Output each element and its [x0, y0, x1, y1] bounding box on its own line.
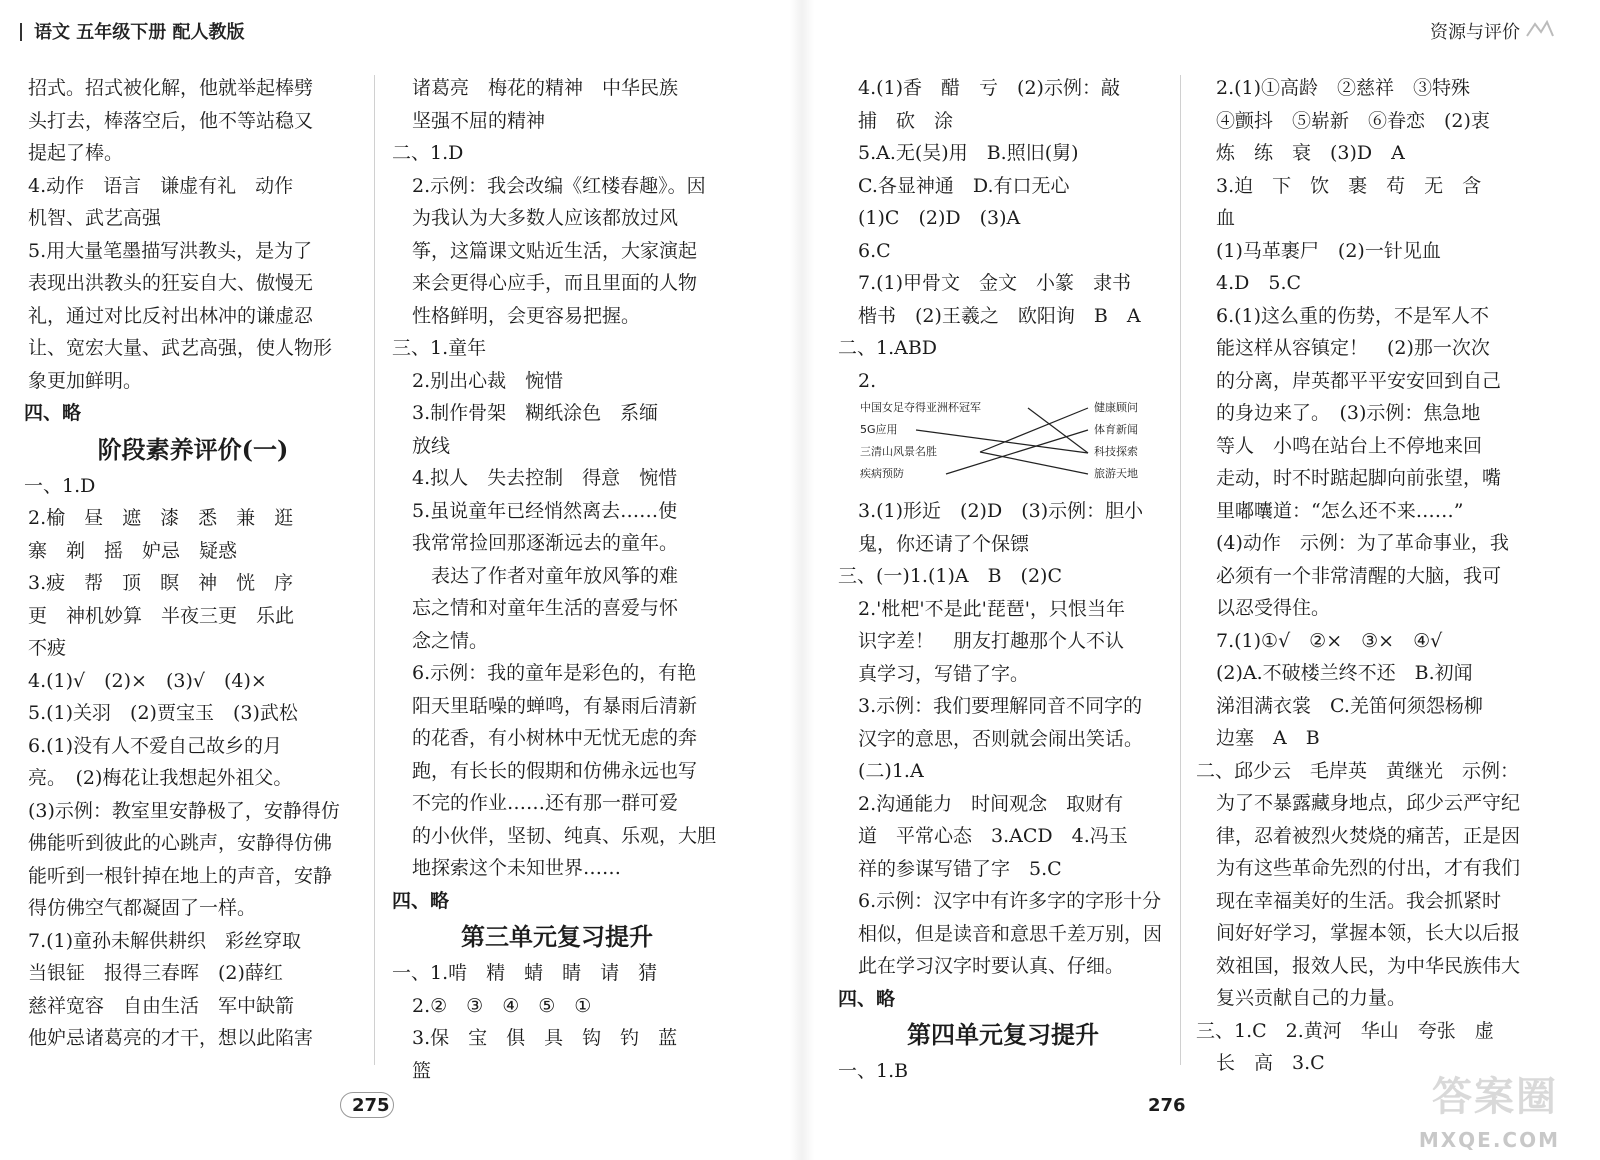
answer-line: 道 平常心态 3.ACD 4.冯玉 — [858, 825, 1128, 847]
column-2 — [392, 72, 722, 1087]
answer-line: 复兴贡献自己的力量。 — [1216, 987, 1407, 1009]
answer-line: 以忍受得住。 — [1216, 597, 1331, 619]
header-left-title: 语文 五年级下册 配人教版 — [20, 18, 245, 44]
answer-line: 3.疲 帮 顶 瞑 神 恍 序 — [28, 572, 294, 594]
answer-line: 涕泪满衣裳 C.羌笛何须怨杨柳 — [1216, 694, 1483, 717]
answer-line: 坚强不屈的精神 — [412, 109, 546, 132]
match-right-item: 健康顾问 — [1094, 401, 1138, 414]
match-left-item: 中国女足夺得亚洲杯冠军 — [860, 401, 981, 414]
answer-line: 3.(1)形近 (2)D (3)示例：胆小 — [858, 500, 1144, 522]
answer-line: 我常常捡回那逐渐远去的童年。 — [412, 532, 679, 554]
answer-line: 捕 砍 涂 — [858, 109, 954, 132]
answer-line: 3.示例：我们要理解同音不同字的 — [858, 695, 1143, 717]
answer-line: 5.(1)关羽 (2)贾宝玉 (3)武松 — [28, 702, 298, 724]
answer-line: 为有这些革命先烈的付出，才有我们 — [1216, 857, 1521, 879]
answer-line: 篮 — [412, 1059, 432, 1082]
answer-line: 不完的作业……还有那一群可爱 — [412, 792, 679, 814]
answer-line: 3.迫 下 饮 裹 苟 无 含 — [1216, 174, 1482, 197]
answer-line: 律，忍着被烈火焚烧的痛苦，正是因 — [1216, 824, 1521, 847]
column-divider — [1180, 75, 1181, 1065]
match-left-item: 5G应用 — [860, 423, 898, 436]
answer-line: 性格鲜明，会更容易把握。 — [412, 304, 641, 327]
answer-line: 4.(1)√ (2)× (3)√ (4)× — [28, 669, 267, 692]
answer-line: 2.示例：我会改编《红楼春趣》。因 — [412, 174, 706, 197]
answer-line: 2. — [858, 369, 877, 392]
answer-line: 他妒忌诸葛亮的才干，想以此陷害 — [28, 1027, 314, 1049]
answer-line: 的分离，岸英都平平安安回到自己 — [1216, 369, 1502, 392]
answer-line: 楷书 (2)王羲之 欧阳询 B A — [858, 304, 1141, 327]
answer-line: 诸葛亮 梅花的精神 中华民族 — [412, 77, 679, 99]
answer-line: 5.A.无(吴)用 B.照旧(舅) — [858, 142, 1079, 164]
answer-line: 走动，时不时踮起脚向前张望，嘴 — [1216, 467, 1502, 489]
answer-line: 忘之情和对童年生活的喜爱与怀 — [412, 597, 679, 619]
answer-line: 3.制作骨架 糊纸涂色 系缅 — [412, 402, 659, 424]
answer-line: 2.(1)①高龄 ②慈祥 ③特殊 — [1216, 77, 1471, 99]
answer-line: 血 — [1216, 207, 1236, 229]
answer-line: 筝，这篇课文贴近生活，大家演起 — [412, 239, 698, 262]
answer-line: 等人 小鸣在站台上不停地来回 — [1216, 434, 1483, 457]
section-heading: 四、略 — [392, 889, 450, 912]
section-heading: 四、略 — [24, 402, 82, 424]
answer-line: 6.(1)这么重的伤势，不是军人不 — [1216, 304, 1490, 327]
answer-line: 炼 练 衰 (3)D A — [1216, 142, 1405, 164]
answer-line: 不疲 — [28, 637, 67, 659]
answer-line: 7.(1)①√ ②× ③× ④√ — [1216, 629, 1443, 652]
answer-line: 汉字的意思，否则就会闹出笑话。 — [858, 727, 1144, 750]
answer-line: 能这样从容镇定！ (2)那一次次 — [1216, 337, 1490, 359]
answer-line: 二、1.D — [392, 142, 464, 164]
column-1 — [24, 72, 358, 1055]
answer-line: 放线 — [412, 434, 451, 457]
match-right-item: 旅游天地 — [1094, 467, 1138, 480]
answer-line: 来会更得心应手，而且里面的人物 — [412, 272, 698, 294]
match-left-item: 三清山风景名胜 — [860, 445, 937, 458]
answer-line: 三、1.C 2.黄河 华山 夸张 虚 — [1196, 1019, 1494, 1042]
answer-line: (1)C (2)D (3)A — [858, 207, 1021, 229]
watermark-logo: 答案圈 — [1432, 1074, 1558, 1120]
answer-line: 为了不暴露藏身地点，邱少云严守纪 — [1216, 792, 1521, 814]
answer-line: 提起了棒。 — [28, 142, 124, 164]
match-right-item: 体育新闻 — [1094, 423, 1138, 436]
answer-line: 二、1.ABD — [838, 337, 938, 359]
section-heading: 四、略 — [838, 987, 896, 1010]
answer-line: 的花香，有小树林中无忧无虑的奔 — [412, 727, 698, 749]
section-title: 第四单元复习提升 — [907, 1020, 1099, 1049]
answer-line: 必须有一个非常清醒的大脑，我可 — [1216, 564, 1502, 587]
answer-line: (二)1.A — [858, 760, 924, 782]
answer-line: 更 神机妙算 半夜三更 乐此 — [28, 604, 295, 627]
answer-line: (2)A.不破楼兰终不还 B.初闻 — [1216, 662, 1473, 684]
answer-line: 寨 剃 摇 妒忌 疑惑 — [28, 539, 238, 562]
answer-line: 得仿佛空气都凝固了一样。 — [28, 897, 257, 919]
answer-line: 的身边来了。 (3)示例：焦急地 — [1216, 402, 1481, 424]
answer-line: 3.保 宝 俱 具 钩 钓 蓝 — [412, 1027, 678, 1049]
answer-line: 6.示例：汉字中有许多字的字形十分 — [858, 890, 1162, 912]
column-3 — [838, 72, 1168, 1088]
match-right-item: 科技探索 — [1094, 445, 1138, 458]
match-left-item: 疾病预防 — [860, 467, 904, 480]
page-number-right: 276 — [1148, 1095, 1186, 1116]
answer-line: 真学习，写错了字。 — [858, 662, 1030, 685]
watermark-url: MXQE.COM — [1418, 1128, 1560, 1152]
answer-line: 6.(1)没有人不爱自己故乡的月 — [28, 734, 283, 757]
section-title: 阶段素养评价(一) — [97, 434, 289, 464]
answer-line: 鬼，你还请了个保镖 — [858, 532, 1030, 555]
header-logo-icon — [1525, 20, 1555, 38]
answer-line: C.各显神通 D.有口无心 — [858, 174, 1070, 197]
answer-line: 边塞 A B — [1216, 727, 1320, 749]
column-divider — [374, 75, 375, 1065]
answer-line: 2.榆 昼 遮 漆 悉 兼 逛 — [28, 507, 294, 529]
answer-line: 让、宽宏大量、武艺高强，使人物形 — [28, 337, 333, 359]
answer-line: 念之情。 — [412, 629, 489, 652]
answer-line: (1)马革裹尸 (2)一针见血 — [1216, 239, 1441, 262]
answer-line: (4)动作 示例：为了革命事业，我 — [1216, 532, 1509, 554]
answer-line: 6.示例：我的童年是彩色的，有艳 — [412, 662, 697, 684]
answer-line: 长 高 3.C — [1216, 1052, 1325, 1074]
matching-diagram — [858, 399, 1178, 491]
answer-line: 招式。招式被化解，他就举起棒劈 — [28, 77, 314, 99]
answer-line: 相似，但是读音和意思千差万别，因 — [858, 922, 1163, 945]
column-4 — [1196, 72, 1526, 1080]
answer-line: 6.C — [858, 239, 891, 262]
answer-line: ④颤抖 ⑤崭新 ⑥眷恋 (2)衷 — [1216, 109, 1490, 132]
answer-line: 能听到一根针掉在地上的声音，安静 — [28, 864, 333, 887]
answer-line: 一、1.啃 精 蜻 睛 请 猜 — [392, 962, 658, 984]
answer-line: 里嘟囔道：“怎么还不来……” — [1216, 499, 1464, 522]
answer-line: 礼，通过对比反衬出林冲的谦虚忍 — [28, 304, 314, 327]
answer-line: 2.'枇杷'不是此'琵琶'，只恨当年 — [858, 597, 1126, 620]
section-title: 第三单元复习提升 — [461, 922, 653, 951]
answer-line: 7.(1)童孙未解供耕织 彩丝穿取 — [28, 929, 302, 952]
answer-line: 识字差！ 朋友打趣那个人不认 — [858, 630, 1125, 652]
answer-line: 的小伙伴，坚韧、纯真、乐观，大胆 — [412, 824, 717, 847]
answer-line: 阳天里聒噪的蝉鸣，有暴雨后清新 — [412, 694, 698, 717]
answer-line: 此在学习汉字时要认真、仔细。 — [858, 955, 1125, 977]
page-number-left: 275 — [352, 1095, 390, 1116]
answer-line: 4.(1)香 醋 亏 (2)示例：敲 — [858, 77, 1120, 99]
answer-line: 表现出洪教头的狂妄自大、傲慢无 — [28, 272, 314, 294]
answer-line: 当银钲 报得三春晖 (2)薛红 — [28, 962, 283, 984]
answer-line: 地探索这个未知世界…… — [412, 857, 622, 879]
answer-line: 一、1.B — [838, 1060, 909, 1082]
answer-line: 亮。 (2)梅花让我想起外祖父。 — [28, 767, 293, 789]
answer-line: 三、(一)1.(1)A B (2)C — [838, 565, 1063, 587]
answer-line: 为我认为大多数人应该都放过风 — [412, 207, 679, 229]
answer-line: 5.虽说童年已经悄然离去……使 — [412, 499, 678, 522]
answer-line: 2.沟通能力 时间观念 取财有 — [858, 792, 1124, 815]
answer-line: 效祖国，报效人民，为中华民族伟大 — [1216, 954, 1521, 977]
answer-line: 二、邱少云 毛岸英 黄继光 示例： — [1196, 759, 1520, 782]
answer-line: 三、1.童年 — [392, 337, 487, 359]
answer-line: (3)示例：教室里安静极了，安静得仿 — [28, 799, 340, 822]
answer-line: 祥的参谋写错了字 5.C — [858, 857, 1062, 880]
answer-line: 间好好学习，掌握本领，长大以后报 — [1216, 922, 1521, 944]
answer-line: 头打去，棒落空后，他不等站稳又 — [28, 109, 314, 132]
answer-line: 5.用大量笔墨描写洪教头，是为了 — [28, 239, 313, 262]
answer-line: 2.别出心裁 惋惜 — [412, 369, 564, 392]
answer-line: 一、1.D — [24, 474, 96, 497]
answer-line: 表达了作者对童年放风筝的难 — [412, 564, 679, 587]
header-right-title: 资源与评价 — [1430, 22, 1520, 43]
page-gutter — [790, 0, 814, 1160]
answer-line: 跑，有长长的假期和仿佛永远也写 — [412, 759, 698, 782]
answer-line: 2.② ③ ④ ⑤ ① — [412, 994, 592, 1017]
answer-line: 现在幸福美好的生活。我会抓紧时 — [1216, 889, 1502, 912]
answer-line: 佛能听到彼此的心跳声，安静得仿佛 — [28, 832, 333, 854]
answer-line: 4.拟人 失去控制 得意 惋惜 — [412, 467, 678, 489]
answer-line: 4.D 5.C — [1216, 272, 1302, 294]
answer-line: 7.(1)甲骨文 金文 小篆 隶书 — [858, 272, 1132, 294]
answer-line: 机智、武艺高强 — [28, 207, 162, 229]
answer-line: 4.动作 语言 谦虚有礼 动作 — [28, 174, 294, 197]
match-line — [980, 452, 1088, 474]
answer-line: 象更加鲜明。 — [28, 369, 143, 392]
answer-line: 慈祥宽容 自由生活 军中缺箭 — [28, 994, 295, 1017]
